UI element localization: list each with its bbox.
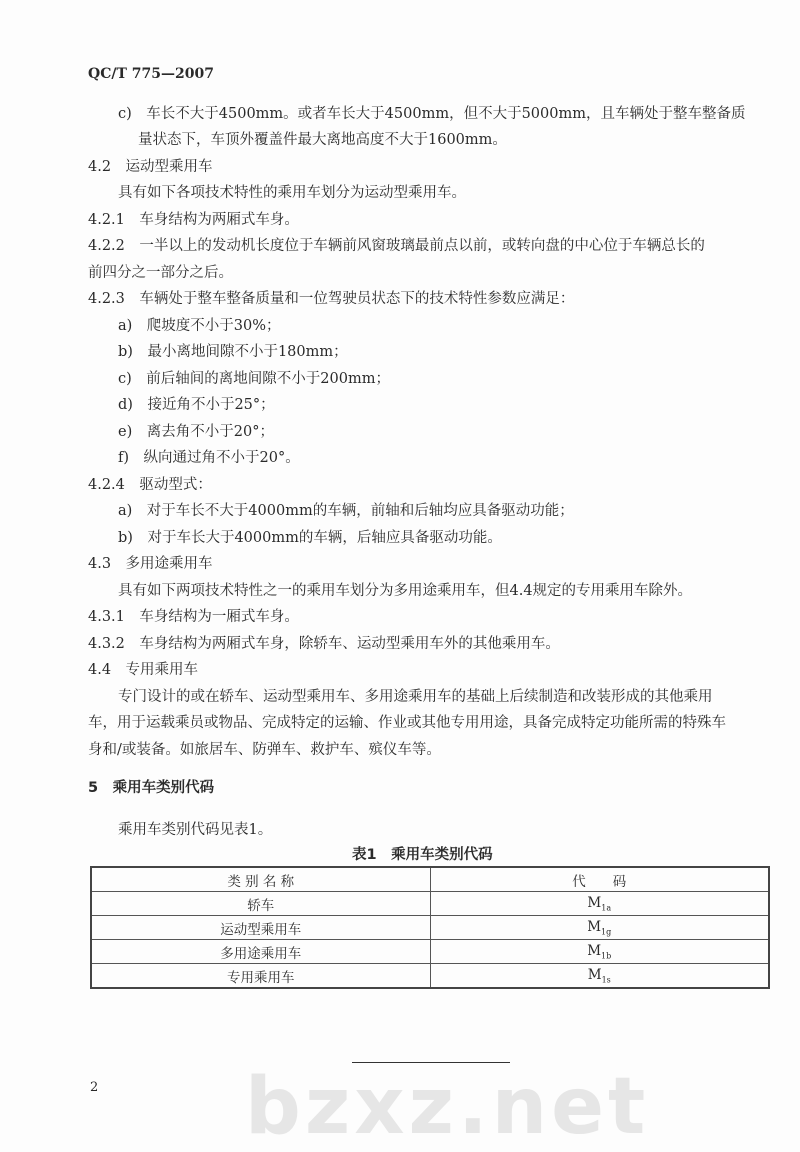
code-sub: 1a	[601, 903, 612, 913]
text-line: 4.3.1 车身结构为一厢式车身。	[88, 609, 299, 625]
text-line: 4.3.2 车身结构为两厢式车身，除轿车、运动型乘用车外的其他乘用车。	[88, 636, 560, 652]
text-line: 4.2 运动型乘用车	[88, 159, 213, 175]
code-sub: 1s	[601, 975, 611, 985]
category-name: 多用途乘用车	[91, 940, 430, 964]
text-line: 4.4 专用乘用车	[88, 662, 199, 678]
code-sub: 1b	[601, 951, 612, 961]
table-row	[91, 892, 769, 916]
text-line: 具有如下各项技术特性的乘用车划分为运动型乘用车。	[118, 185, 466, 201]
code: M	[587, 966, 602, 983]
code: M	[587, 918, 602, 935]
page-number: 2	[90, 1080, 99, 1095]
table-row	[91, 916, 769, 940]
standard-header: QC/T 775—2007	[88, 66, 214, 82]
text-line: 4.2.1 车身结构为两厢式车身。	[88, 212, 299, 228]
text-line: f) 纵向通过角不小于20°。	[118, 450, 300, 466]
text-line: b) 对于车长大于4000mm的车辆，后轴应具备驱动功能。	[118, 530, 502, 546]
table-row	[91, 964, 769, 989]
text-line: 4.3 多用途乘用车	[88, 556, 213, 572]
code-sub: 1g	[601, 927, 612, 937]
text-line: d) 接近角不小于25°；	[118, 397, 275, 413]
text-line: 乘用车类别代码见表1。	[118, 822, 273, 838]
category-code-table	[90, 866, 770, 989]
text-line: 5 乘用车类别代码	[88, 780, 215, 796]
text-line: 具有如下两项技术特性之一的乘用车划分为多用途乘用车，但4.4规定的专用乘用车除外。	[118, 583, 693, 599]
category-name: 专用乘用车	[91, 964, 430, 989]
header-cell: 代 码	[430, 867, 769, 892]
text-line: 表1 乘用车类别代码	[352, 847, 493, 863]
code: M	[587, 894, 602, 911]
text-line: 4.2.3 车辆处于整车整备质量和一位驾驶员状态下的技术特性参数应满足：	[88, 291, 575, 307]
text-line: 前四分之一部分之后。	[88, 265, 233, 281]
text-line: 4.2.2 一半以上的发动机长度位于车辆前风窗玻璃最前点以前，或转向盘的中心位于车辆总长的	[88, 238, 705, 254]
code-cell	[430, 964, 769, 989]
text-line: e) 离去角不小于20°；	[118, 424, 274, 440]
header-cell: 类 别 名 称	[91, 867, 430, 892]
watermark: bzxz.net	[245, 1062, 650, 1152]
text-line: a) 对于车长不大于4000mm的车辆，前轴和后轴均应具备驱动功能；	[118, 503, 574, 519]
text-line: 专门设计的或在轿车、运动型乘用车、多用途乘用车的基础上后续制造和改装形成的其他乘用	[118, 689, 713, 705]
text-line: c) 前后轴间的离地间隙不小于200mm；	[118, 371, 390, 387]
code-cell	[430, 940, 769, 964]
code: M	[587, 942, 602, 959]
category-name: 轿车	[91, 892, 430, 916]
code-cell	[430, 916, 769, 940]
text-line: b) 最小离地间隙不小于180mm；	[118, 344, 348, 360]
text-line: 车，用于运载乘员或物品、完成特定的运输、作业或其他专用用途，具备完成特定功能所需的特殊车	[88, 715, 726, 731]
text-line: 身和/或装备。如旅居车、防弹车、救护车、殡仪车等。	[88, 742, 441, 758]
text-line: a) 爬坡度不小于30%；	[118, 318, 281, 334]
category-name: 运动型乘用车	[91, 916, 430, 940]
table-row	[91, 940, 769, 964]
code-cell	[430, 892, 769, 916]
text-line: c) 车长不大于4500mm。或者车长大于4500mm，但不大于5000mm，且车辆处于整车整备质	[118, 106, 746, 122]
table-header-row	[91, 867, 769, 892]
text-line: 量状态下，车顶外覆盖件最大离地高度不大于1600mm。	[138, 132, 507, 148]
text-line: 4.2.4 驱动型式：	[88, 477, 212, 493]
